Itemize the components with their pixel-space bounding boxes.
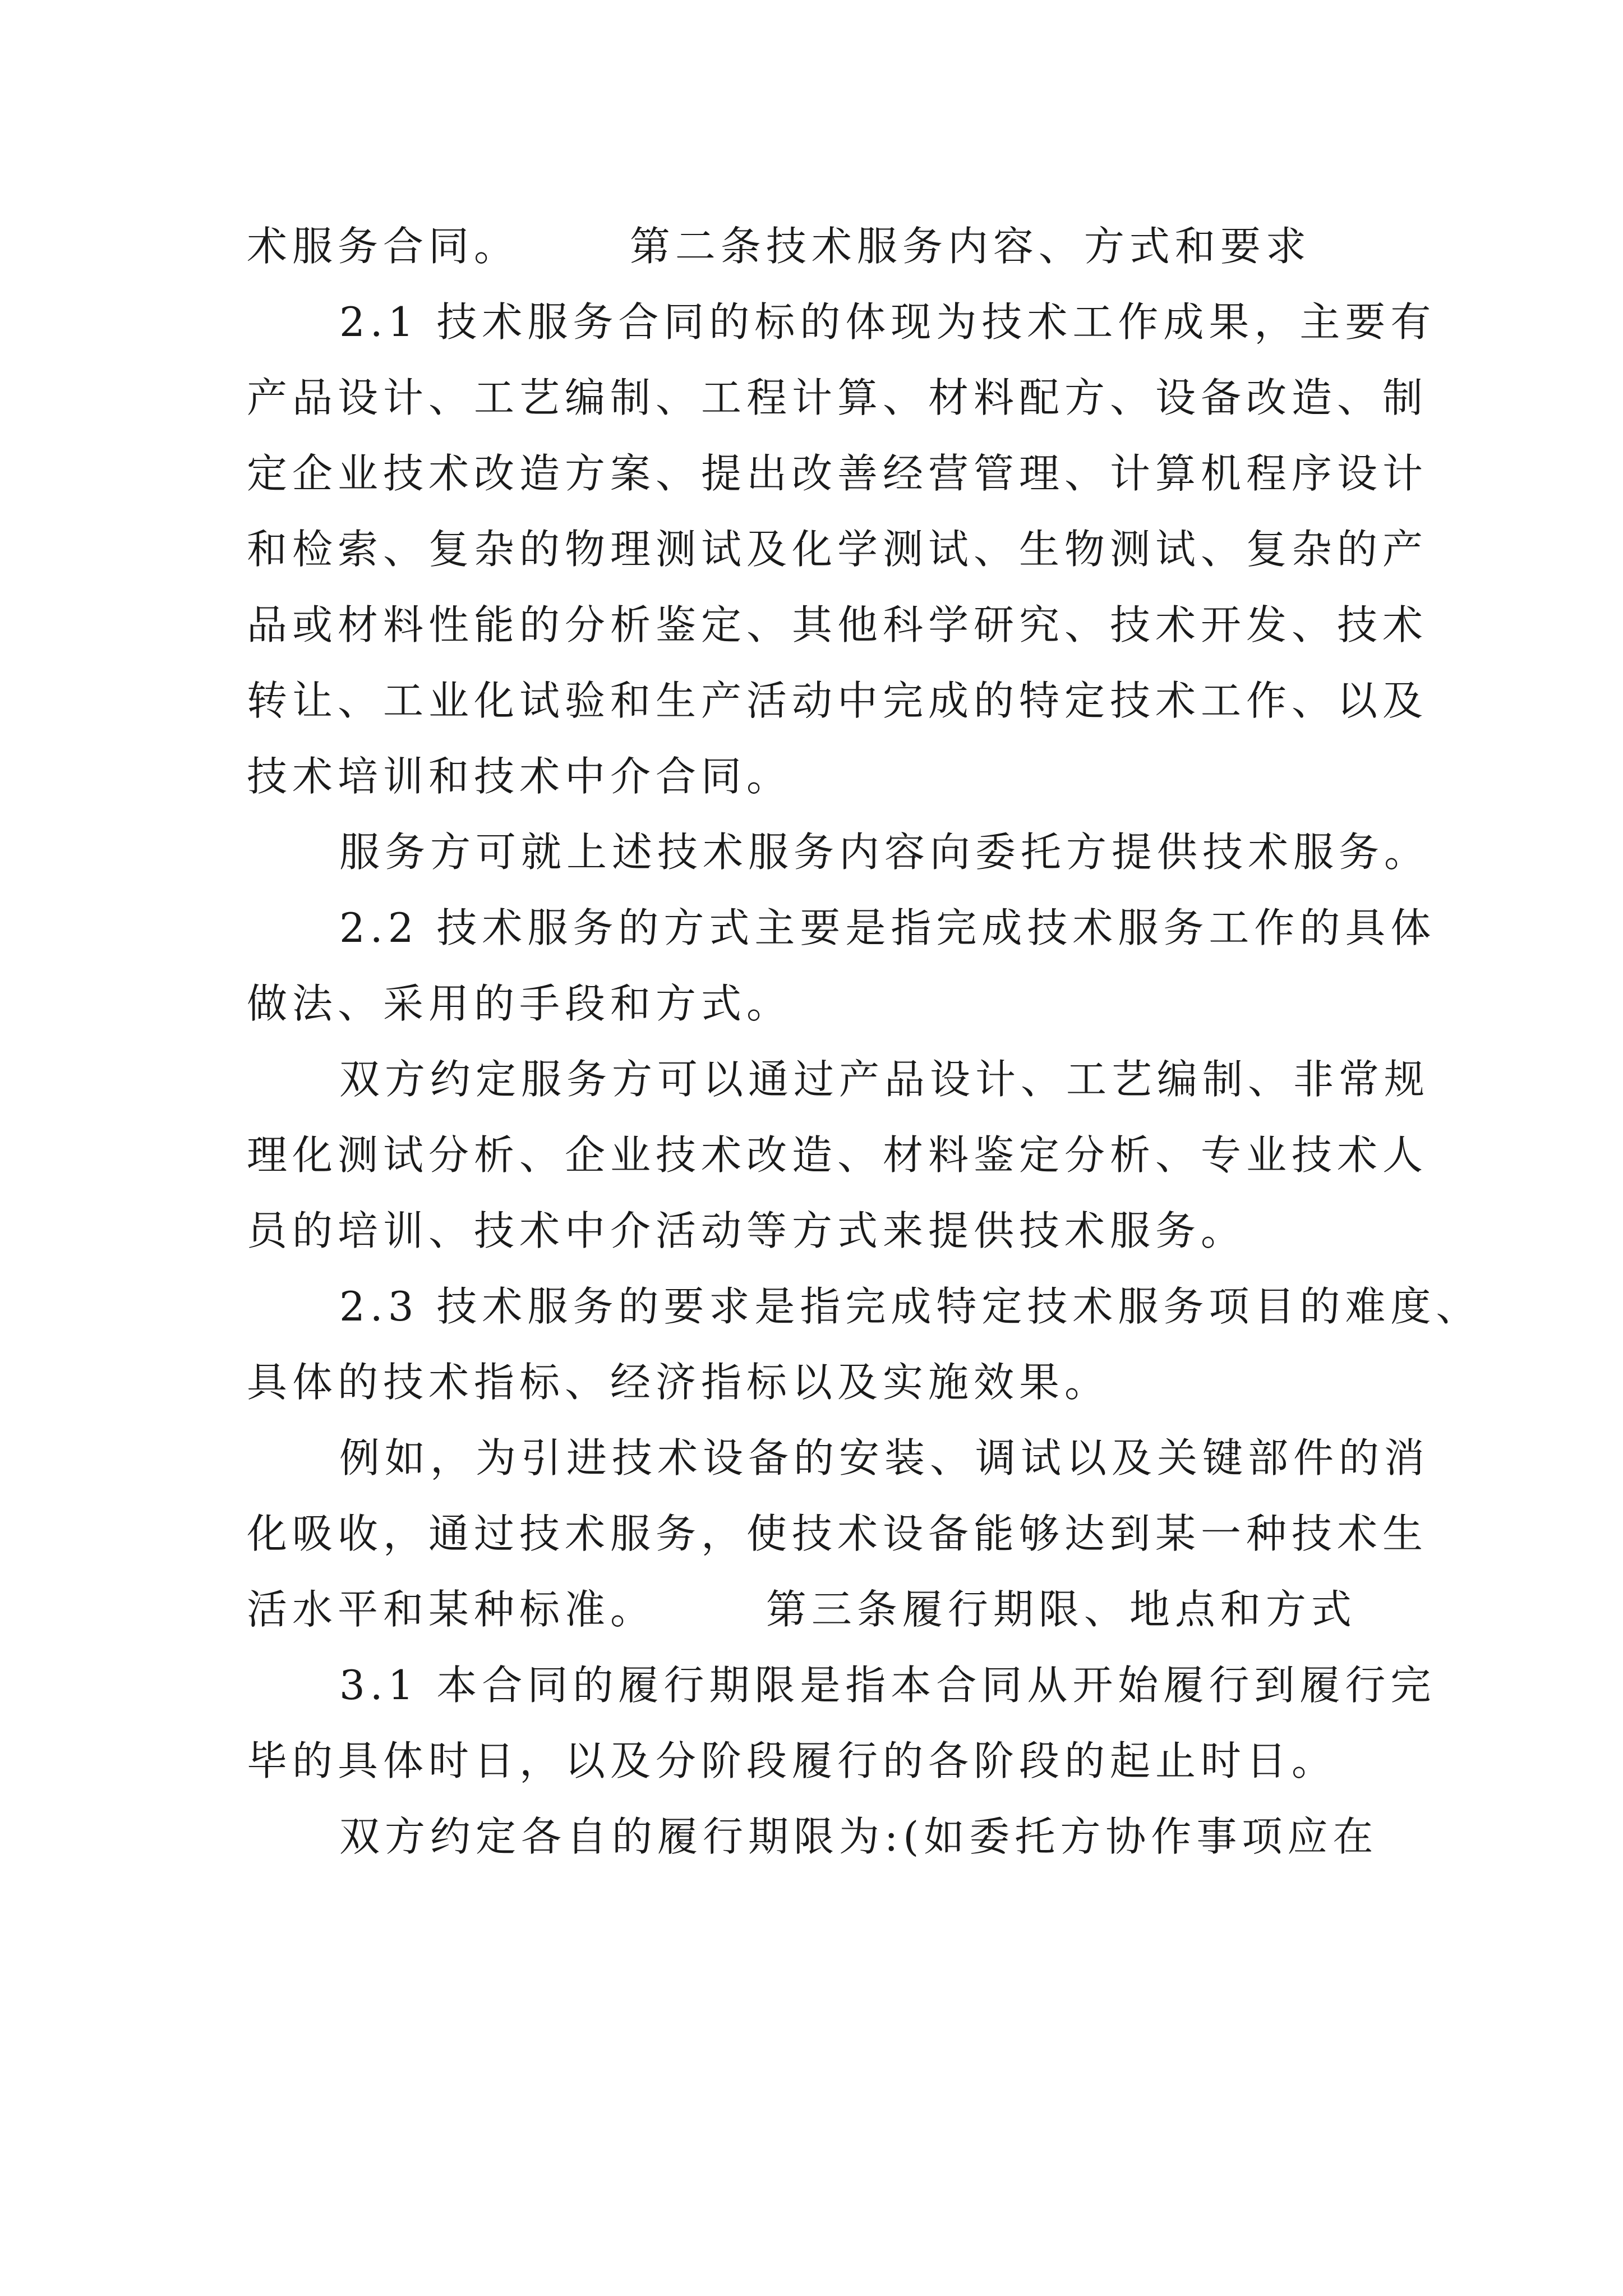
text-line: 做法、采用的手段和方式。 bbox=[247, 980, 792, 1027]
text-line: 具体的技术指标、经济指标以及实施效果。 bbox=[247, 1359, 1110, 1406]
article-heading: 第三条履行期限、地点和方式 bbox=[766, 1586, 1357, 1633]
text-line: 化吸收，通过技术服务，使技术设备能够达到某一种技术生 bbox=[247, 1510, 1428, 1557]
article-heading: 第二条技术服务内容、方式和要求 bbox=[629, 223, 1311, 270]
text-line: 2.2 技术服务的方式主要是指完成技术服务工作的具体 bbox=[339, 904, 1436, 951]
document-body bbox=[247, 209, 1482, 1875]
text-line: 理化测试分析、企业技术改造、材料鉴定分析、专业技术人 bbox=[247, 1131, 1428, 1179]
text-line: 双方约定服务方可以通过产品设计、工艺编制、非常规 bbox=[339, 1056, 1430, 1103]
text-line: 服务方可就上述技术服务内容向委托方提供技术服务。 bbox=[339, 829, 1430, 876]
text-line: 术服务合同。 bbox=[247, 223, 520, 270]
text-line: 3.1 本合同的履行期限是指本合同从开始履行到履行完 bbox=[339, 1662, 1436, 1709]
text-line: 定企业技术改造方案、提出改善经营管理、计算机程序设计 bbox=[247, 450, 1428, 497]
text-line: 例如，为引进技术设备的安装、调试以及关键部件的消 bbox=[339, 1434, 1430, 1481]
text-line: 毕的具体时日，以及分阶段履行的各阶段的起止时日。 bbox=[247, 1737, 1338, 1784]
text-line: 品或材料性能的分析鉴定、其他科学研究、技术开发、技术 bbox=[247, 601, 1428, 648]
text-line: 转让、工业化试验和生产活动中完成的特定技术工作、以及 bbox=[247, 677, 1428, 724]
text-line: 员的培训、技术中介活动等方式来提供技术服务。 bbox=[247, 1207, 1247, 1254]
text-line: 技术培训和技术中介合同。 bbox=[247, 753, 792, 800]
text-line: 2.1 技术服务合同的标的体现为技术工作成果，主要有 bbox=[339, 298, 1436, 346]
text-line: 2.3 技术服务的要求是指完成特定技术服务项目的难度、 bbox=[339, 1283, 1482, 1330]
text-line: 双方约定各自的履行期限为:(如委托方协作事项应在 bbox=[339, 1813, 1378, 1860]
text-line: 和检索、复杂的物理测试及化学测试、生物测试、复杂的产 bbox=[247, 526, 1428, 573]
text-line: 产品设计、工艺编制、工程计算、材料配方、设备改造、制 bbox=[247, 374, 1428, 421]
text-line: 活水平和某种标准。 bbox=[247, 1586, 656, 1633]
